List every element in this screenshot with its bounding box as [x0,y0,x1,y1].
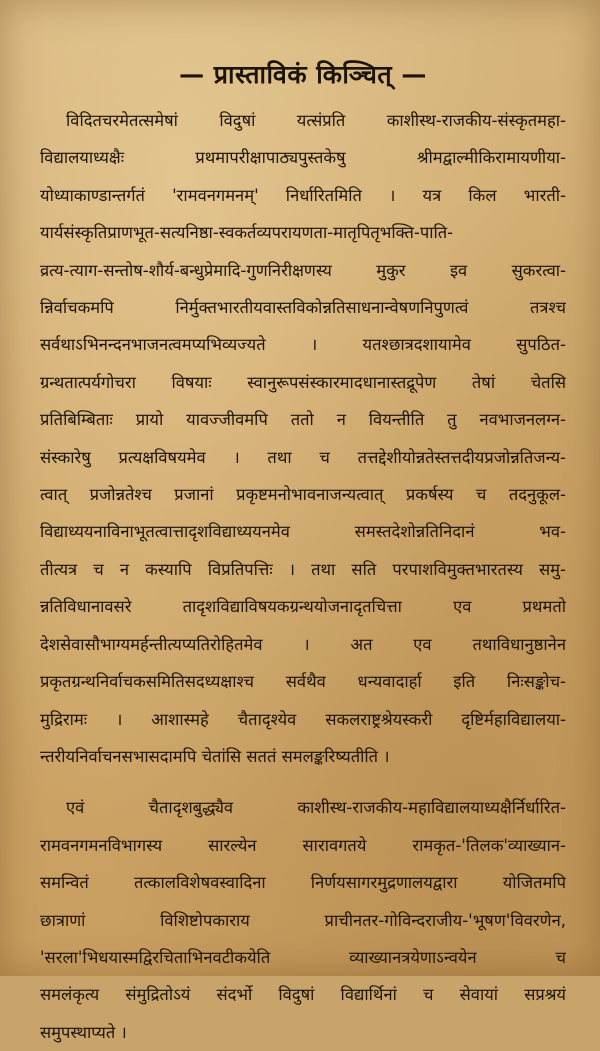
paragraph-line: विद्याध्ययनाविनाभूतत्वात्तादृशविद्याध्ययनमेव समस्तदेशोन्नतिनिदानं भव- [40,522,566,542]
paragraph-line: 'सरला'भिधयास्मद्विरचिताभिनवटीकयेति व्याख्यानत्रयेणाऽन्वयेन च [40,947,566,967]
paragraph-line: समुपस्थाप्यते । [40,1022,127,1042]
paragraph-line: एवं चैतादृशबुद्ध्यैव काशीस्थ-राजकीय-महाविद्यालयाध्यक्षैर्निर्धारित- [66,798,566,818]
paragraph-line: यार्यसंस्कृतिप्राणभूत-सत्यनिष्ठा-स्वकर्तव्यपरायणता-मातृपितृभक्ति-पाति- [40,223,454,243]
paragraph-line: व्रत्य-त्याग-सन्तोष-शौर्य-बन्धुप्रेमादि-गुणनिरीक्षणस्य मुकुर इव सुकरत्वा- [40,260,566,280]
paragraph-line: विदितचरमेतत्समेषां विदुषां यत्संप्रति काशीस्थ-राजकीय-संस्कृतमहा- [66,111,566,130]
paragraph-line: न्तरीयनिर्वाचनसभासदामपि चेतांसि सततं समलङ्करिष्यतीति । [40,746,390,766]
paragraph-line: न्नतिविधानावसरे तादृशविद्याविषयकग्रन्थयोजनादृतचित्ता एव प्रथमतो [40,597,566,617]
paragraph-line: प्रकृतग्रन्थनिर्वाचकसमितिसदध्यक्षाश्च सर्वथैव धन्यवादार्हा इति निःसङ्कोच- [40,672,566,692]
paragraph-line: देशसेवासौभाग्यमर्हन्तीत्यप्यतिरोहितमेव । अत एव तथाविधानुष्ठानेन [40,634,566,654]
paragraph-line: रामवनगमनविभागस्य सारल्येन सारावगतये रामकृत-'तिलक'व्याख्यान- [40,835,566,855]
paragraph-line: तीत्यत्र च न कस्यापि विप्रतिपत्तिः । तथा सति परपाशविमुक्तभारतस्य समु- [40,559,566,579]
paragraph-line: सर्वथाऽभिनन्दनभाजनत्वमप्यभिव्यज्यते । यतश्छात्रदशायामेव सुपठित- [40,335,566,355]
paragraph-line: छात्राणां विशिष्टोपकाराय प्राचीनतर-गोविन्दराजीय-'भूषण'विवरणेन, [40,910,566,930]
paragraph-line: न्निर्वाचकमपि निर्मुक्तभारतीयवास्तविकोन्नतिसाधनान्वेषणनिपुणत्वं तत्रश्च [40,298,566,318]
paragraph-line: समन्वितं तत्कालविशेषवस्वादिना निर्णयसागरमुद्रणालयद्वारा योजितमपि [40,873,566,893]
paragraph-line: त्वात् प्रजोन्नतेश्च प्रजानां प्रकृष्टमनोभावनाजन्यत्वात् प्रकर्षस्य च तदनुकूल- [40,485,566,505]
paragraph-line: विद्यालयाध्यक्षैः प्रथमापरीक्षापाठ्यपुस्तकेषु श्रीमद्वाल्मीकिरामायणीया- [40,148,566,168]
paragraph-2 [40,789,566,1051]
paragraph-line: प्रतिबिम्बिताः प्रायो यावज्जीवमपि ततो न वियन्तीति तु नवभाजनलग्न- [40,410,566,430]
page-heading: — प्रास्ताविकं किञ्चित् — [179,60,427,89]
paragraph-line: योध्याकाण्डान्तर्गतं 'रामवनगमनम्' निर्धारितमिति । यत्र किल भारती- [40,185,566,205]
paragraph-line: संस्कारेषु प्रत्यक्षविषयमेव । तथा च तत्तद्देशीयोन्नतेस्तत्तदीयप्रजोन्नतिजन्य- [40,447,566,467]
paragraph-line: ग्रन्थतात्पर्यगोचरा विषयाः स्वानुरूपसंस्कारमादधानास्तद्रूपेण तेषां चेतसि [40,372,566,392]
paragraph-line: मुद्रिरामः । आशास्महे चैतादृश्येव सकलराष्ट्रश्रेयस्करी दृष्टिर्महाविद्यालया- [40,709,566,729]
paragraph-1 [40,102,566,775]
paragraph-line: समलंकृत्य संमुद्रितोऽयं संदर्भो विदुषां विद्यार्थिनां च सेवायां सप्रश्रयं [40,985,566,1005]
